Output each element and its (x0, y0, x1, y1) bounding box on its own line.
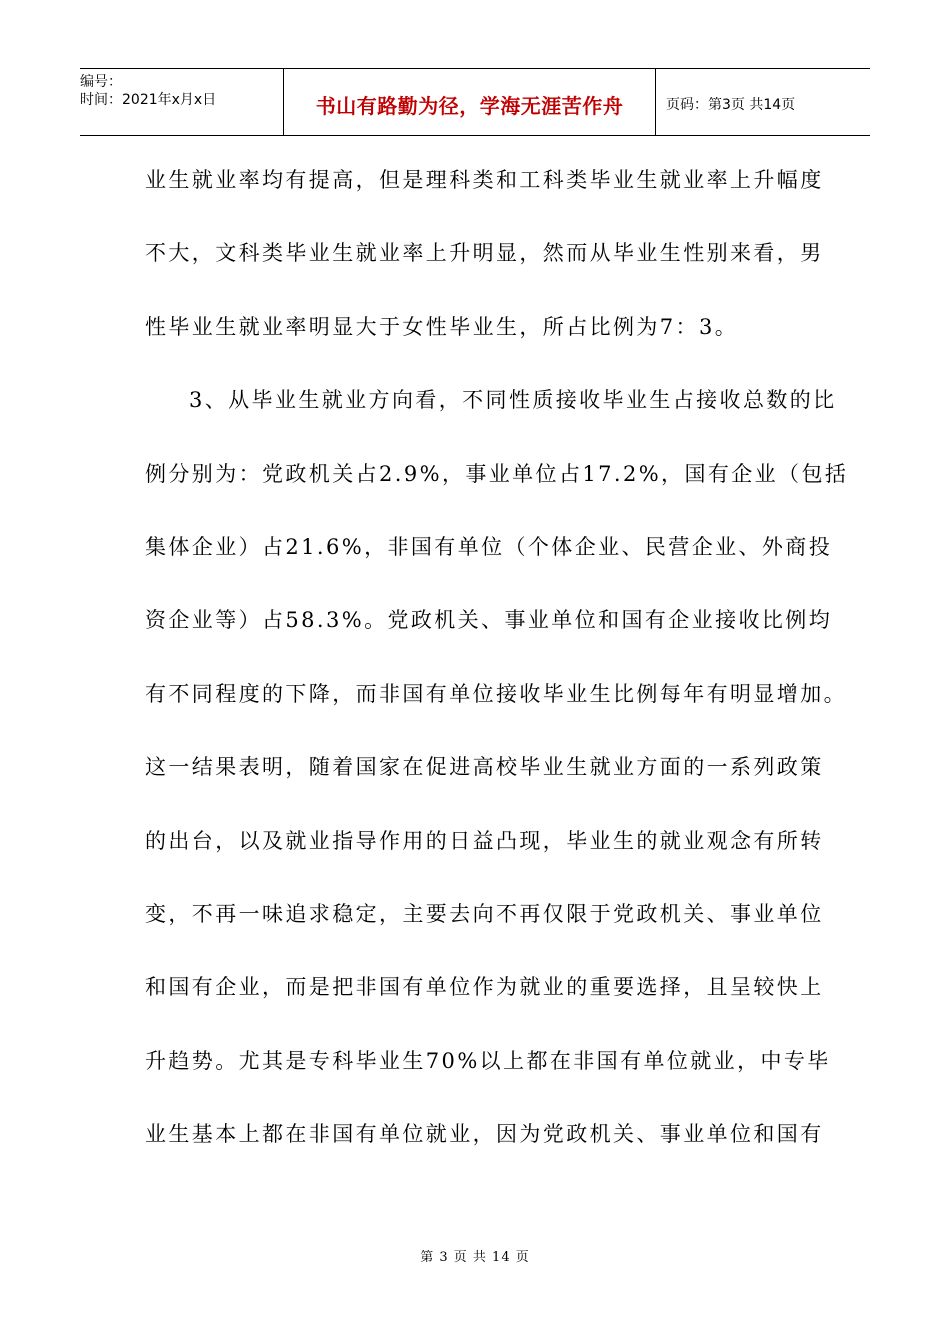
body-line: 升趋势。尤其是专科毕业生70%以上都在非国有单位就业，中专毕 (145, 1048, 831, 1073)
header-meta (80, 69, 283, 135)
document-body (145, 160, 849, 1187)
body-line: 和国有企业，而是把非国有单位作为就业的重要选择，且呈较快上 (145, 975, 824, 1000)
body-line: 这一结果表明，随着国家在促进高校毕业生就业方面的一系列政策 (145, 755, 824, 780)
body-line: 集体企业）占21.6%，非国有单位（个体企业、民营企业、外商投 (145, 534, 833, 559)
body-line: 的出台，以及就业指导作用的日益凸现，毕业生的就业观念有所转 (145, 828, 824, 853)
header-motto-cell (283, 69, 656, 135)
body-line: 资企业等）占58.3%。党政机关、事业单位和国有企业接收比例均 (145, 608, 833, 633)
body-line: 业生基本上都在非国有单位就业，因为党政机关、事业单位和国有 (145, 1122, 824, 1147)
body-line: 有不同程度的下降，而非国有单位接收毕业生比例每年有明显增加。 (145, 681, 847, 706)
document-number-label: 编号： (80, 74, 122, 90)
body-line: 3、从毕业生就业方向看，不同性质接收毕业生占接收总数的比 (189, 388, 837, 413)
header-page-info (656, 69, 870, 135)
body-line: 不大，文科类毕业生就业率上升明显，然而从毕业生性别来看，男 (145, 241, 824, 266)
footer-page-number: 第 3 页 共 14 页 (420, 1250, 530, 1265)
document-time-label: 时间：2021年x月x日 (80, 92, 217, 108)
header-motto: 书山有路勤为径，学海无涯苦作舟 (315, 93, 624, 118)
body-line: 性毕业生就业率明显大于女性毕业生，所占比例为7：3。 (145, 314, 739, 339)
page-number-label: 页码：第3页 共14页 (666, 97, 796, 113)
body-line: 例分别为：党政机关占2.9%，事业单位占17.2%，国有企业（包括 (145, 461, 849, 486)
body-line: 变，不再一味追求稳定，主要去向不再仅限于党政机关、事业单位 (145, 901, 824, 926)
page-footer (0, 1246, 950, 1265)
page-header (80, 68, 870, 136)
body-line: 业生就业率均有提高，但是理科类和工科类毕业生就业率上升幅度 (145, 168, 824, 192)
